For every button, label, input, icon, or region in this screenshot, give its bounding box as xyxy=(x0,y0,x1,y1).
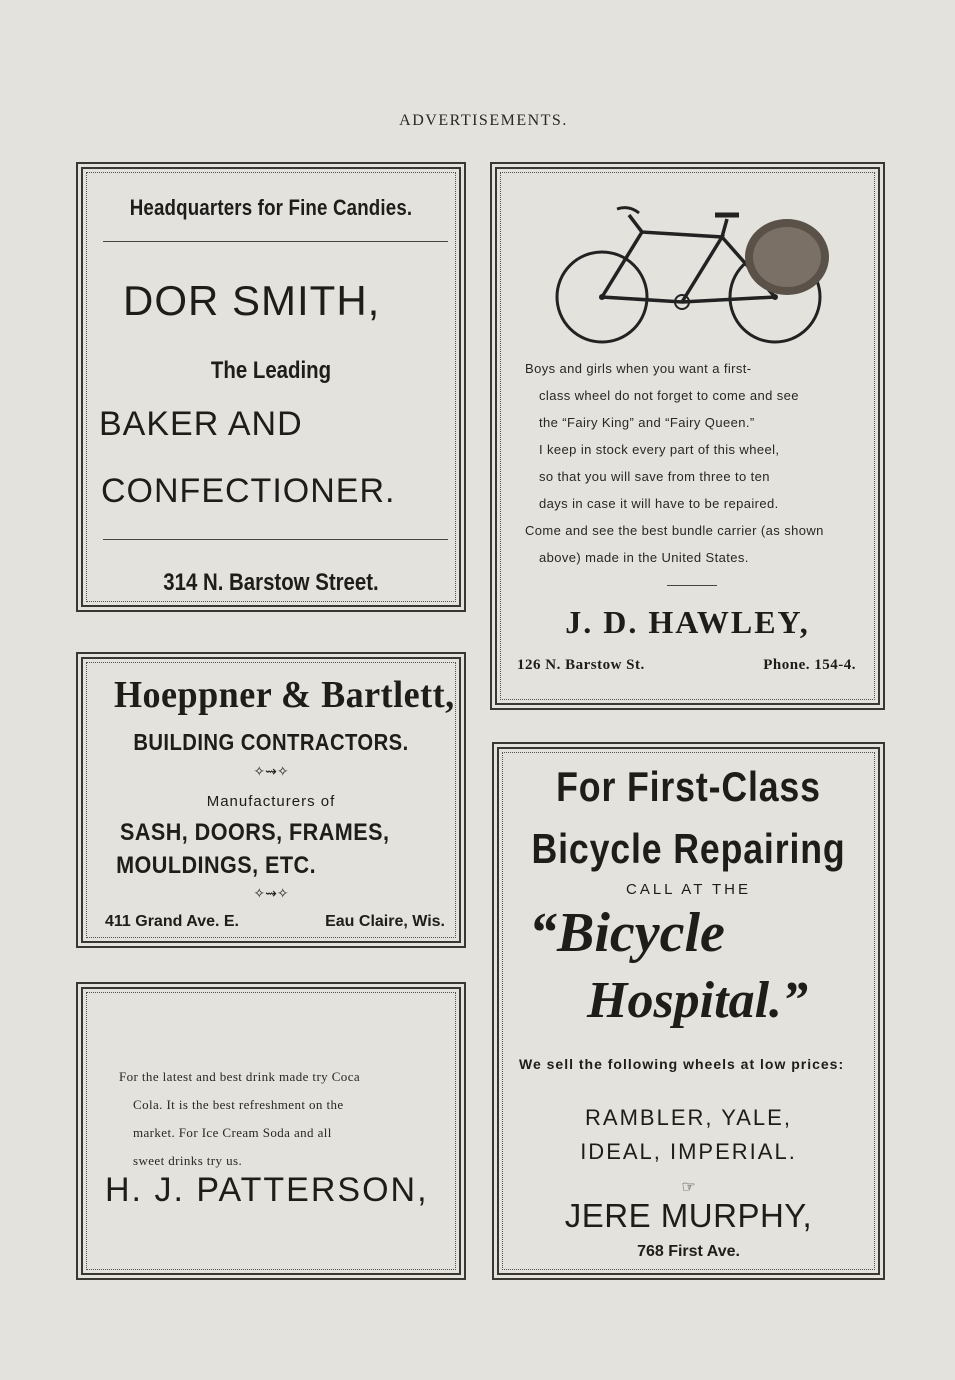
body-line: above) made in the United States. xyxy=(539,550,749,565)
body-line: class wheel do not forget to come and see xyxy=(539,388,799,403)
ad-hawley xyxy=(490,162,885,710)
body-line: days in case it will have to be repaired. xyxy=(539,496,779,511)
business-name: DOR SMITH, xyxy=(123,277,381,324)
body-line: Boys and girls when you want a first- xyxy=(525,361,752,376)
business-name: JERE MURPHY, xyxy=(564,1197,813,1234)
business-name: H. J. PATTERSON, xyxy=(105,1171,429,1209)
headline-2: Bicycle Repairing xyxy=(531,825,846,872)
ad-jere-murphy xyxy=(492,742,885,1280)
pointing-hand-icon: ☞ xyxy=(681,1179,696,1196)
body-line: Cola. It is the best refreshment on the xyxy=(133,1097,344,1112)
tagline: The Leading xyxy=(210,357,332,384)
body-line: I keep in stock every part of this wheel, xyxy=(539,442,780,457)
address: 314 N. Barstow Street. xyxy=(163,569,379,596)
body-line: Come and see the best bundle carrier (as shown xyxy=(525,523,824,538)
body-line: For the latest and best drink made try Coca xyxy=(119,1069,361,1084)
manufacturers-label: Manufacturers of xyxy=(206,793,336,810)
divider xyxy=(103,241,448,242)
wheel-brands-2: IDEAL, IMPERIAL. xyxy=(580,1139,797,1164)
body-line: so that you will save from three to ten xyxy=(539,469,770,484)
address: 126 N. Barstow St. xyxy=(517,657,645,673)
business-name: J. D. HAWLEY, xyxy=(565,604,810,640)
divider xyxy=(103,539,448,540)
headline-1: For First-Class xyxy=(556,763,821,810)
city: Eau Claire, Wis. xyxy=(325,913,445,930)
body-line: sweet drinks try us. xyxy=(133,1153,243,1168)
candies-headline: Headquarters for Fine Candies. xyxy=(129,195,413,220)
ornament-icon: ✧⇝✧ xyxy=(253,763,289,779)
script-title-2: Hospital.” xyxy=(587,972,809,1029)
address: 768 First Ave. xyxy=(637,1243,740,1260)
ad-patterson xyxy=(76,982,466,1280)
ad-hoeppner-bartlett xyxy=(76,652,466,948)
product-line-1: SASH, DOORS, FRAMES, xyxy=(119,819,390,846)
body-line: the “Fairy King” and “Fairy Queen.” xyxy=(539,415,755,430)
ad-dor-smith xyxy=(76,162,466,612)
subtitle: BUILDING CONTRACTORS. xyxy=(133,729,409,755)
product-line-2: MOULDINGS, ETC. xyxy=(116,852,317,879)
sell-line: We sell the following wheels at low prices: xyxy=(519,1056,845,1072)
call-at-label: CALL AT THE xyxy=(626,881,751,898)
trade-line-2: CONFECTIONER. xyxy=(101,472,396,510)
divider xyxy=(667,585,717,586)
hawley-body-text xyxy=(525,355,865,571)
bicycle-illustration xyxy=(547,197,837,347)
script-title-1: “Bicycle xyxy=(529,902,725,964)
page-header: ADVERTISEMENTS. xyxy=(399,112,568,129)
patterson-body-text xyxy=(119,1063,439,1175)
business-name: Hoeppner & Bartlett, xyxy=(113,674,455,716)
trade-line-1: BAKER AND xyxy=(99,405,303,443)
body-line: market. For Ice Cream Soda and all xyxy=(133,1125,332,1140)
address: 411 Grand Ave. E. xyxy=(105,913,239,930)
ornament-icon: ✧⇝✧ xyxy=(253,885,289,901)
phone: Phone. 154-4. xyxy=(763,657,856,673)
wheel-brands-1: RAMBLER, YALE, xyxy=(585,1105,792,1130)
